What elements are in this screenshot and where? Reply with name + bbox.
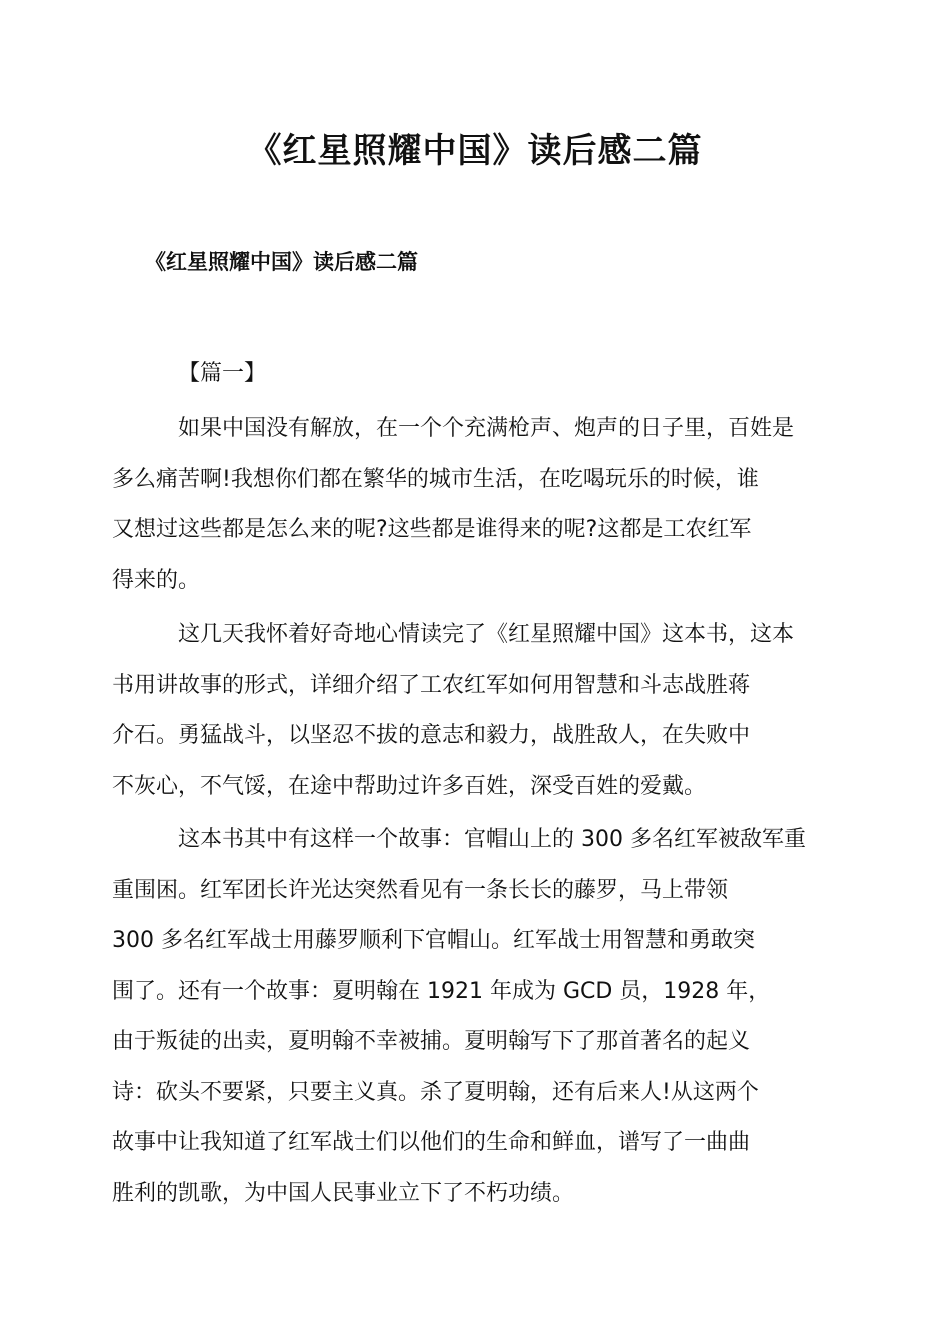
paragraph-line: 故事中让我知道了红军战士们以他们的生命和鲜血，谱写了一曲曲 [112,1130,751,1155]
section-label: 【篇一】 [178,361,267,386]
paragraph-line: 得来的。 [112,567,201,593]
paragraph-3 [112,815,810,1219]
paragraph-line: 介石。勇猛战斗，以坚忍不拔的意志和毅力，战胜敌人，在失败中 [112,723,751,748]
paragraph-line: 不灰心，不气馁，在途中帮助过许多百姓，深受百姓的爱戴。 [112,773,707,799]
document-subtitle: 《红星照耀中国》读后感二篇 [145,250,418,274]
document-title: 《红星照耀中国》读后感二篇 [247,131,703,171]
paragraph-line: 又想过这些都是怎么来的呢?这些都是谁得来的呢?这都是工农红军 [112,517,752,542]
paragraph-line: 这几天我怀着好奇地心情读完了《红星照耀中国》这本书，这本 [178,622,795,647]
paragraph-line: 由于叛徒的出卖，夏明翰不幸被捕。夏明翰写下了那首著名的起义 [112,1029,751,1054]
paragraph-line: 围了。还有一个故事：夏明翰在 1921 年成为 GCD 员，1928 年， [112,978,771,1004]
paragraph-line: 诗：砍头不要紧，只要主义真。杀了夏明翰，还有后来人!从这两个 [112,1079,759,1105]
paragraph-2 [112,610,810,812]
paragraph-line: 这本书其中有这样一个故事：官帽山上的 300 多名红军被敌军重 [178,827,806,852]
paragraph-line: 如果中国没有解放，在一个个充满枪声、炮声的日子里，百姓是 [178,416,795,441]
paragraph-line: 书用讲故事的形式，详细介绍了工农红军如何用智慧和斗志战胜蒋 [112,672,751,698]
paragraph-line: 重围困。红军团长许光达突然看见有一条长长的藤罗，马上带领 [112,877,729,903]
paragraph-line: 多么痛苦啊!我想你们都在繁华的城市生活，在吃喝玩乐的时候，谁 [112,466,759,492]
paragraph-line: 300 多名红军战士用藤罗顺利下官帽山。红军战士用智慧和勇敢突 [112,928,755,953]
paragraph-1 [112,404,810,606]
paragraph-line: 胜利的凯歌，为中国人民事业立下了不朽功绩。 [112,1180,575,1206]
